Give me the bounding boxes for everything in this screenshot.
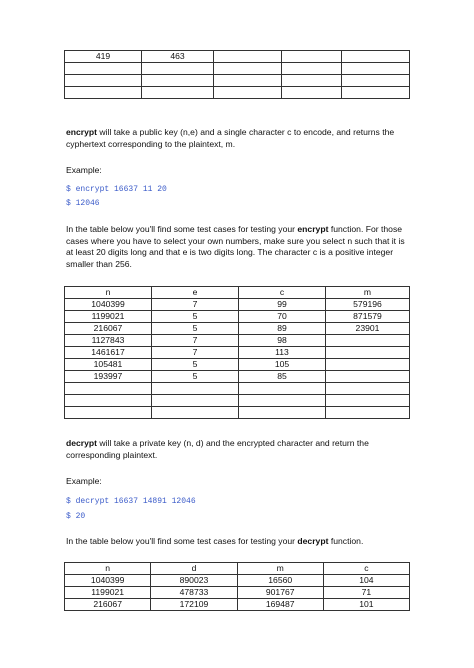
table-cell: 105481 [65, 359, 152, 371]
table-cell [142, 75, 214, 87]
table-cell: 193997 [65, 371, 152, 383]
table-row [65, 371, 410, 383]
table-cell [65, 87, 142, 99]
table-row [65, 323, 410, 335]
table-cell: 99 [239, 299, 326, 311]
table-cell: 419 [65, 51, 142, 63]
table-cell [152, 407, 239, 419]
table-cell: 890023 [151, 575, 237, 587]
table-row [65, 587, 410, 599]
table-cell: 89 [239, 323, 326, 335]
table-cell [152, 383, 239, 395]
table-cell: 1040399 [65, 299, 152, 311]
table-cell: 579196 [326, 299, 410, 311]
encrypt-intro-after: function. For those cases where you have to select your own numbers, make sure you select n such that it is at least 20 digits long and that e is two digits long. The character c is a positive integer smaller than 256. [66, 224, 405, 269]
table-cell: 7 [152, 347, 239, 359]
table-row [65, 359, 410, 371]
table-row [65, 63, 410, 75]
table-cell: 70 [239, 311, 326, 323]
table-cell: 169487 [237, 599, 323, 611]
table-row [65, 75, 410, 87]
table-cell [342, 75, 410, 87]
table-cell [152, 395, 239, 407]
table-row [65, 299, 410, 311]
table-cell [214, 51, 282, 63]
decrypt-description [66, 438, 406, 461]
table-row [65, 575, 410, 587]
decrypt-intro-keyword: decrypt [297, 536, 329, 546]
table-cell: 216067 [65, 323, 152, 335]
table-cell [214, 75, 282, 87]
encrypt-code-line-1: $ encrypt 16637 11 20 [66, 185, 167, 194]
table-cell [214, 63, 282, 75]
table-cell [342, 87, 410, 99]
table-cell: 1199021 [65, 311, 152, 323]
decrypt-test-table [64, 562, 410, 611]
table-cell: 5 [152, 359, 239, 371]
encrypt-intro-keyword: encrypt [297, 224, 329, 234]
table-cell [282, 87, 342, 99]
table-cell: 104 [323, 575, 409, 587]
table-cell: 216067 [65, 599, 151, 611]
table-row [65, 347, 410, 359]
encrypt-table-header-row [65, 287, 410, 299]
decrypt-code-line-1: $ decrypt 16637 14891 12046 [66, 497, 196, 506]
table-cell [282, 63, 342, 75]
table-row [65, 51, 410, 63]
table-cell [214, 87, 282, 99]
table-cell [326, 383, 410, 395]
table-cell: 5 [152, 323, 239, 335]
encrypt-test-table [64, 286, 410, 419]
table-cell [326, 407, 410, 419]
table-cell: 1461617 [65, 347, 152, 359]
table-cell: 105 [239, 359, 326, 371]
table-cell [65, 395, 152, 407]
encrypt-table-intro [66, 224, 406, 270]
table-cell: 5 [152, 371, 239, 383]
table-cell: 113 [239, 347, 326, 359]
table-cell: 1127843 [65, 335, 152, 347]
column-header: c [323, 563, 409, 575]
table-cell [142, 87, 214, 99]
encrypt-intro-before: In the table below you'll find some test cases for testing your [66, 224, 298, 234]
table-cell [282, 51, 342, 63]
table-cell: 1040399 [65, 575, 151, 587]
column-header: n [65, 287, 152, 299]
table-cell: 16560 [237, 575, 323, 587]
decrypt-table-header-row [65, 563, 410, 575]
column-header: n [65, 563, 151, 575]
encrypt-description-text: will take a public key (n,e) and a single character c to encode, and returns the cyphertext corresponding to the plaintext, m. [66, 127, 395, 149]
table-cell: 23901 [326, 323, 410, 335]
table-cell: 1199021 [65, 587, 151, 599]
table-cell [239, 383, 326, 395]
table-row [65, 599, 410, 611]
table-cell: 101 [323, 599, 409, 611]
decrypt-example-label: Example: [66, 476, 102, 486]
table-cell: 478733 [151, 587, 237, 599]
decrypt-description-text: will take a private key (n, d) and the encrypted character and return the corresponding plaintext. [66, 438, 369, 460]
decrypt-table-body [65, 575, 410, 611]
table-row [65, 383, 410, 395]
table-row [65, 395, 410, 407]
table-cell [239, 407, 326, 419]
encrypt-code-line-2: $ 12046 [66, 199, 100, 208]
table-cell: 5 [152, 311, 239, 323]
column-header: d [151, 563, 237, 575]
column-header: c [239, 287, 326, 299]
encrypt-table-body [65, 299, 410, 419]
decrypt-intro-after: function. [328, 536, 364, 546]
table-cell: 172109 [151, 599, 237, 611]
top-partial-table [64, 50, 410, 99]
table-row [65, 407, 410, 419]
table-cell [326, 395, 410, 407]
table-cell [326, 335, 410, 347]
table-cell [326, 359, 410, 371]
encrypt-example-label: Example: [66, 165, 102, 175]
decrypt-intro-before: In the table below you'll find some test cases for testing your [66, 536, 298, 546]
table-row [65, 335, 410, 347]
encrypt-description [66, 127, 406, 150]
table-cell [326, 347, 410, 359]
table-cell [282, 75, 342, 87]
table-cell [65, 407, 152, 419]
table-cell: 85 [239, 371, 326, 383]
table-row [65, 87, 410, 99]
table-cell: 901767 [237, 587, 323, 599]
table-cell [65, 75, 142, 87]
table-cell: 463 [142, 51, 214, 63]
column-header: m [237, 563, 323, 575]
table-cell [342, 51, 410, 63]
table-cell: 7 [152, 335, 239, 347]
column-header: m [326, 287, 410, 299]
table-cell [65, 63, 142, 75]
table-cell [326, 371, 410, 383]
table-cell: 871579 [326, 311, 410, 323]
table-cell [342, 63, 410, 75]
top-table-body [65, 51, 410, 99]
table-cell: 71 [323, 587, 409, 599]
encrypt-keyword: encrypt [66, 127, 98, 137]
decrypt-keyword: decrypt [66, 438, 98, 448]
table-cell [239, 395, 326, 407]
decrypt-table-intro [66, 536, 406, 548]
table-cell: 7 [152, 299, 239, 311]
table-cell: 98 [239, 335, 326, 347]
column-header: e [152, 287, 239, 299]
decrypt-code-line-2: $ 20 [66, 512, 86, 521]
table-cell [142, 63, 214, 75]
table-row [65, 311, 410, 323]
table-cell [65, 383, 152, 395]
